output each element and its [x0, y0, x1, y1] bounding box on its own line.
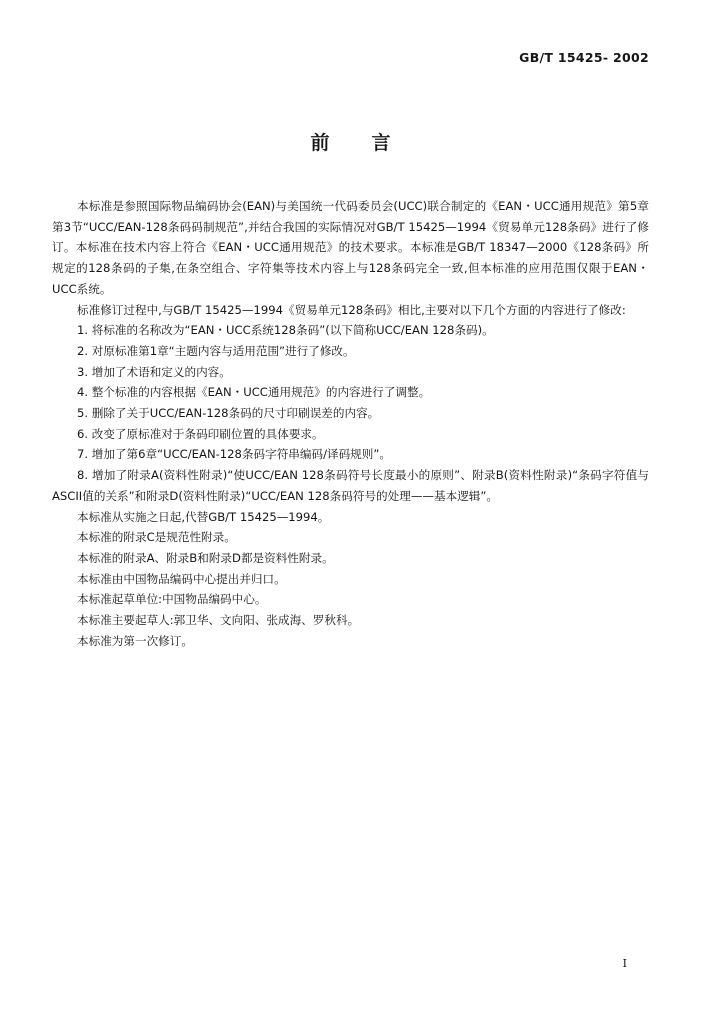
standard-code: GB/T 15425- 2002 [519, 50, 649, 65]
list-item: 3. 增加了术语和定义的内容。 [77, 364, 231, 379]
paragraph-replacement: 本标准从实施之日起,代替GB/T 15425—1994。 [77, 509, 330, 524]
list-item: 5. 删除了关于UCC/EAN-128条码的尺寸印刷误差的内容。 [77, 406, 380, 421]
paragraph-drafting-unit: 本标准起草单位:中国物品编码中心。 [77, 592, 267, 607]
page-title: 前言 [310, 132, 433, 154]
paragraph-proposer: 本标准由中国物品编码中心提出并归口。 [77, 571, 286, 586]
paragraph-drafters: 本标准主要起草人:郭卫华、文向阳、张成海、罗秋科。 [77, 613, 360, 628]
list-item: 6. 改变了原标准对于条码印刷位置的具体要求。 [77, 426, 324, 441]
list-item: 4. 整个标准的内容根据《EAN・UCC通用规范》的内容进行了调整。 [77, 385, 431, 400]
list-item: 2. 对原标准第1章“主题内容与适用范围”进行了修改。 [77, 343, 355, 358]
paragraph-normative-annex: 本标准的附录C是规范性附录。 [77, 530, 236, 545]
list-item: 8. 增加了附录A(资料性附录)“使UCC/EAN 128条码符号长度最小的原则”、附录B(资料性附录)“条码字符值与ASCII值的关系”和附录D(资料性附录)“UCC/EAN 128条码符号的处理——基本逻辑”。 [52, 468, 649, 503]
paragraph-intro: 本标准是参照国际物品编码协会(EAN)与美国统一代码委员会(UCC)联合制定的《EAN・UCC通用规范》第5章第3节“UCC/EAN-128条码码制规范”,并结合我国的实际情况对GB/T 15425—1994《贸易单元128条码》进行了修订。本标准在技术内容上符合《EAN・UCC通用规范》的技术要求。本标准是GB/T 18347—2000《128条码》所规定的128条码的子集,在条空组合、字符集等技术内容上与128条码完全一致,但本标准的应用范围仅限于EAN・UCC系统。 [52, 199, 649, 296]
page-number: I [622, 957, 627, 970]
list-item: 7. 增加了第6章“UCC/EAN-128条码字符串编码/译码规则”。 [77, 447, 391, 462]
paragraph-revision-summary: 标准修订过程中,与GB/T 15425—1994《贸易单元128条码》相比,主要对以下几个方面的内容进行了修改: [77, 302, 626, 317]
paragraph-revision-count: 本标准为第一次修订。 [77, 633, 193, 648]
paragraph-informative-annexes: 本标准的附录A、附录B和附录D都是资料性附录。 [77, 550, 334, 565]
list-item: 1. 将标准的名称改为“EAN・UCC系统128条码”(以下简称UCC/EAN 128条码)。 [77, 323, 494, 338]
foreword-body [52, 196, 649, 651]
